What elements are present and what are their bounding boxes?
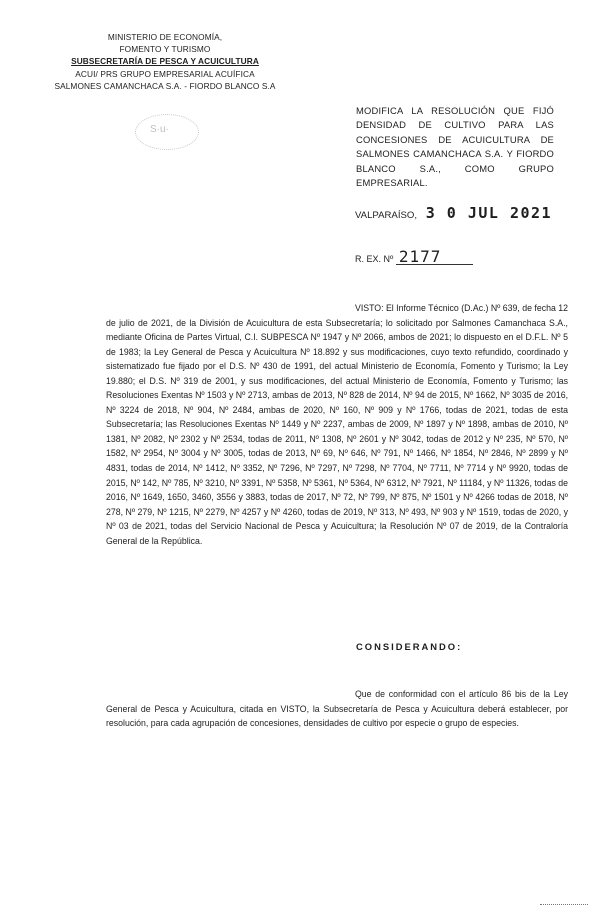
place: VALPARAÍSO, [355, 210, 418, 221]
page-edge-mark [540, 904, 588, 906]
resolution-number: 2177 [396, 249, 473, 265]
resolution-number-line [355, 249, 473, 265]
companies-line: SALMONES CAMANCHACA S.A. - FIORDO BLANCO S.A [54, 80, 276, 91]
faint-stamp-icon [135, 114, 199, 150]
institution-header [40, 31, 290, 92]
group-line: ACUI/ PRS GRUPO EMPRESARIAL ACUÍFICA [75, 68, 255, 79]
visto-paragraph: VISTO: El Informe Técnico (D.Ac.) Nº 639, de fecha 12 de julio de 2021, de la División de Acuicultura de esta Subsecretaría; lo solicitado por Salmones Camanchaca S.A., mediante Oficina de Partes Virtual, C.I. SUBPESCA Nº 1947 y Nº 2066, ambos de 2021; lo dispuesto en el D.F.L. Nº 5 de 1983; la Ley General de Pesca y Acuicultura Nº 18.892 y sus modificaciones, cuyo texto refundido, coordinado y sistematizado fue fijado por el D.S. Nº 430 de 1991, del actual Ministerio de Economía, Fomento y Turismo; la Ley 19.880; el D.S. Nº 319 de 2001, y sus modificaciones, del actual Ministerio de Economía, Fomento y Turismo; las Resoluciones Exentas Nº 1503 y Nº 2713, ambas de 2013, Nº 828 de 2014, Nº 94 de 2015, Nº 1662, Nº 3035 de 2016, Nº 3224 de 2018, Nº 904, Nº 2484, ambas de 2020, Nº 160, Nº 909 y Nº 1766, todas de 2021, todas de esta Subsecretaría; las Resoluciones Exentas Nº 1449 y Nº 2237, ambas de 2009, Nº 1897 y Nº 1898, ambas de 2010, Nº 1381, Nº 2082, Nº 2302 y Nº 2534, todas de 2011, Nº 1308, Nº 2601 y Nº 3042, todas de 2012 y Nº 235, Nº 570, Nº 1582, Nº 2954, Nº 3004 y Nº 3005, todas de 2013, Nº 69, Nº 646, Nº 791, Nº 1466, Nº 1854, Nº 2846, Nº 2899 y Nº 4831, todas de 2014, Nº 1412, Nº 3352, Nº 7296, Nº 7297, Nº 7298, Nº 7704, Nº 7711, Nº 7714 y Nº 9920, todas de 2015, Nº 142, Nº 785, Nº 3210, Nº 3391, Nº 5358, Nº 5361, Nº 5364, Nº 6312, Nº 7921, Nº 11184, y Nº 11326, todas de 2016, Nº 1649, 1650, 3460, 3556 y 3883, todas de 2017, Nº 72, Nº 799, Nº 875, Nº 1501 y Nº 4266 todas de 2018, Nº 278, Nº 279, Nº 1215, Nº 2279, Nº 4257 y Nº 4260, todas de 2019, Nº 313, Nº 493, Nº 903 y Nº 1519, todas de 2020, y Nº 03 de 2021, todas del Servicio Nacional de Pesca y Acuicultura; la Resolución Nº 07 de 2019, de la Contraloría General de la República. [106, 303, 568, 546]
considerando-heading: CONSIDERANDO: [356, 641, 463, 652]
ministry-line: MINISTERIO DE ECONOMÍA, [107, 32, 223, 42]
place-and-date [355, 204, 552, 222]
considerando-item-1: Que de conformidad con el artículo 86 bis de la Ley General de Pesca y Acuicultura, citada en VISTO, la Subsecretaría de Pesca y Acuicultura deberá establecer, por resolución, para cada agrupación de concesiones, densidades de cultivo por especie o grupo de especies. [106, 689, 568, 729]
subsecretariat-line: SUBSECRETARÍA DE PESCA Y ACUICULTURA [71, 56, 259, 67]
ministry-line-2: FOMENTO Y TURISMO [119, 44, 211, 55]
stamped-date: 3 0 JUL 2021 [425, 204, 553, 222]
resolution-subject: MODIFICA LA RESOLUCIÓN QUE FIJÓ DENSIDAD DE CULTIVO PARA LAS CONCESIONES DE ACUICULTURA DE SALMONES CAMANCHACA S.A. Y FIORDO BLANCO S.A., COMO GRUPO EMPRESARIAL. [356, 105, 554, 189]
resolution-label: R. EX. Nº [355, 254, 394, 264]
stamp-text: S·u· [150, 124, 169, 135]
